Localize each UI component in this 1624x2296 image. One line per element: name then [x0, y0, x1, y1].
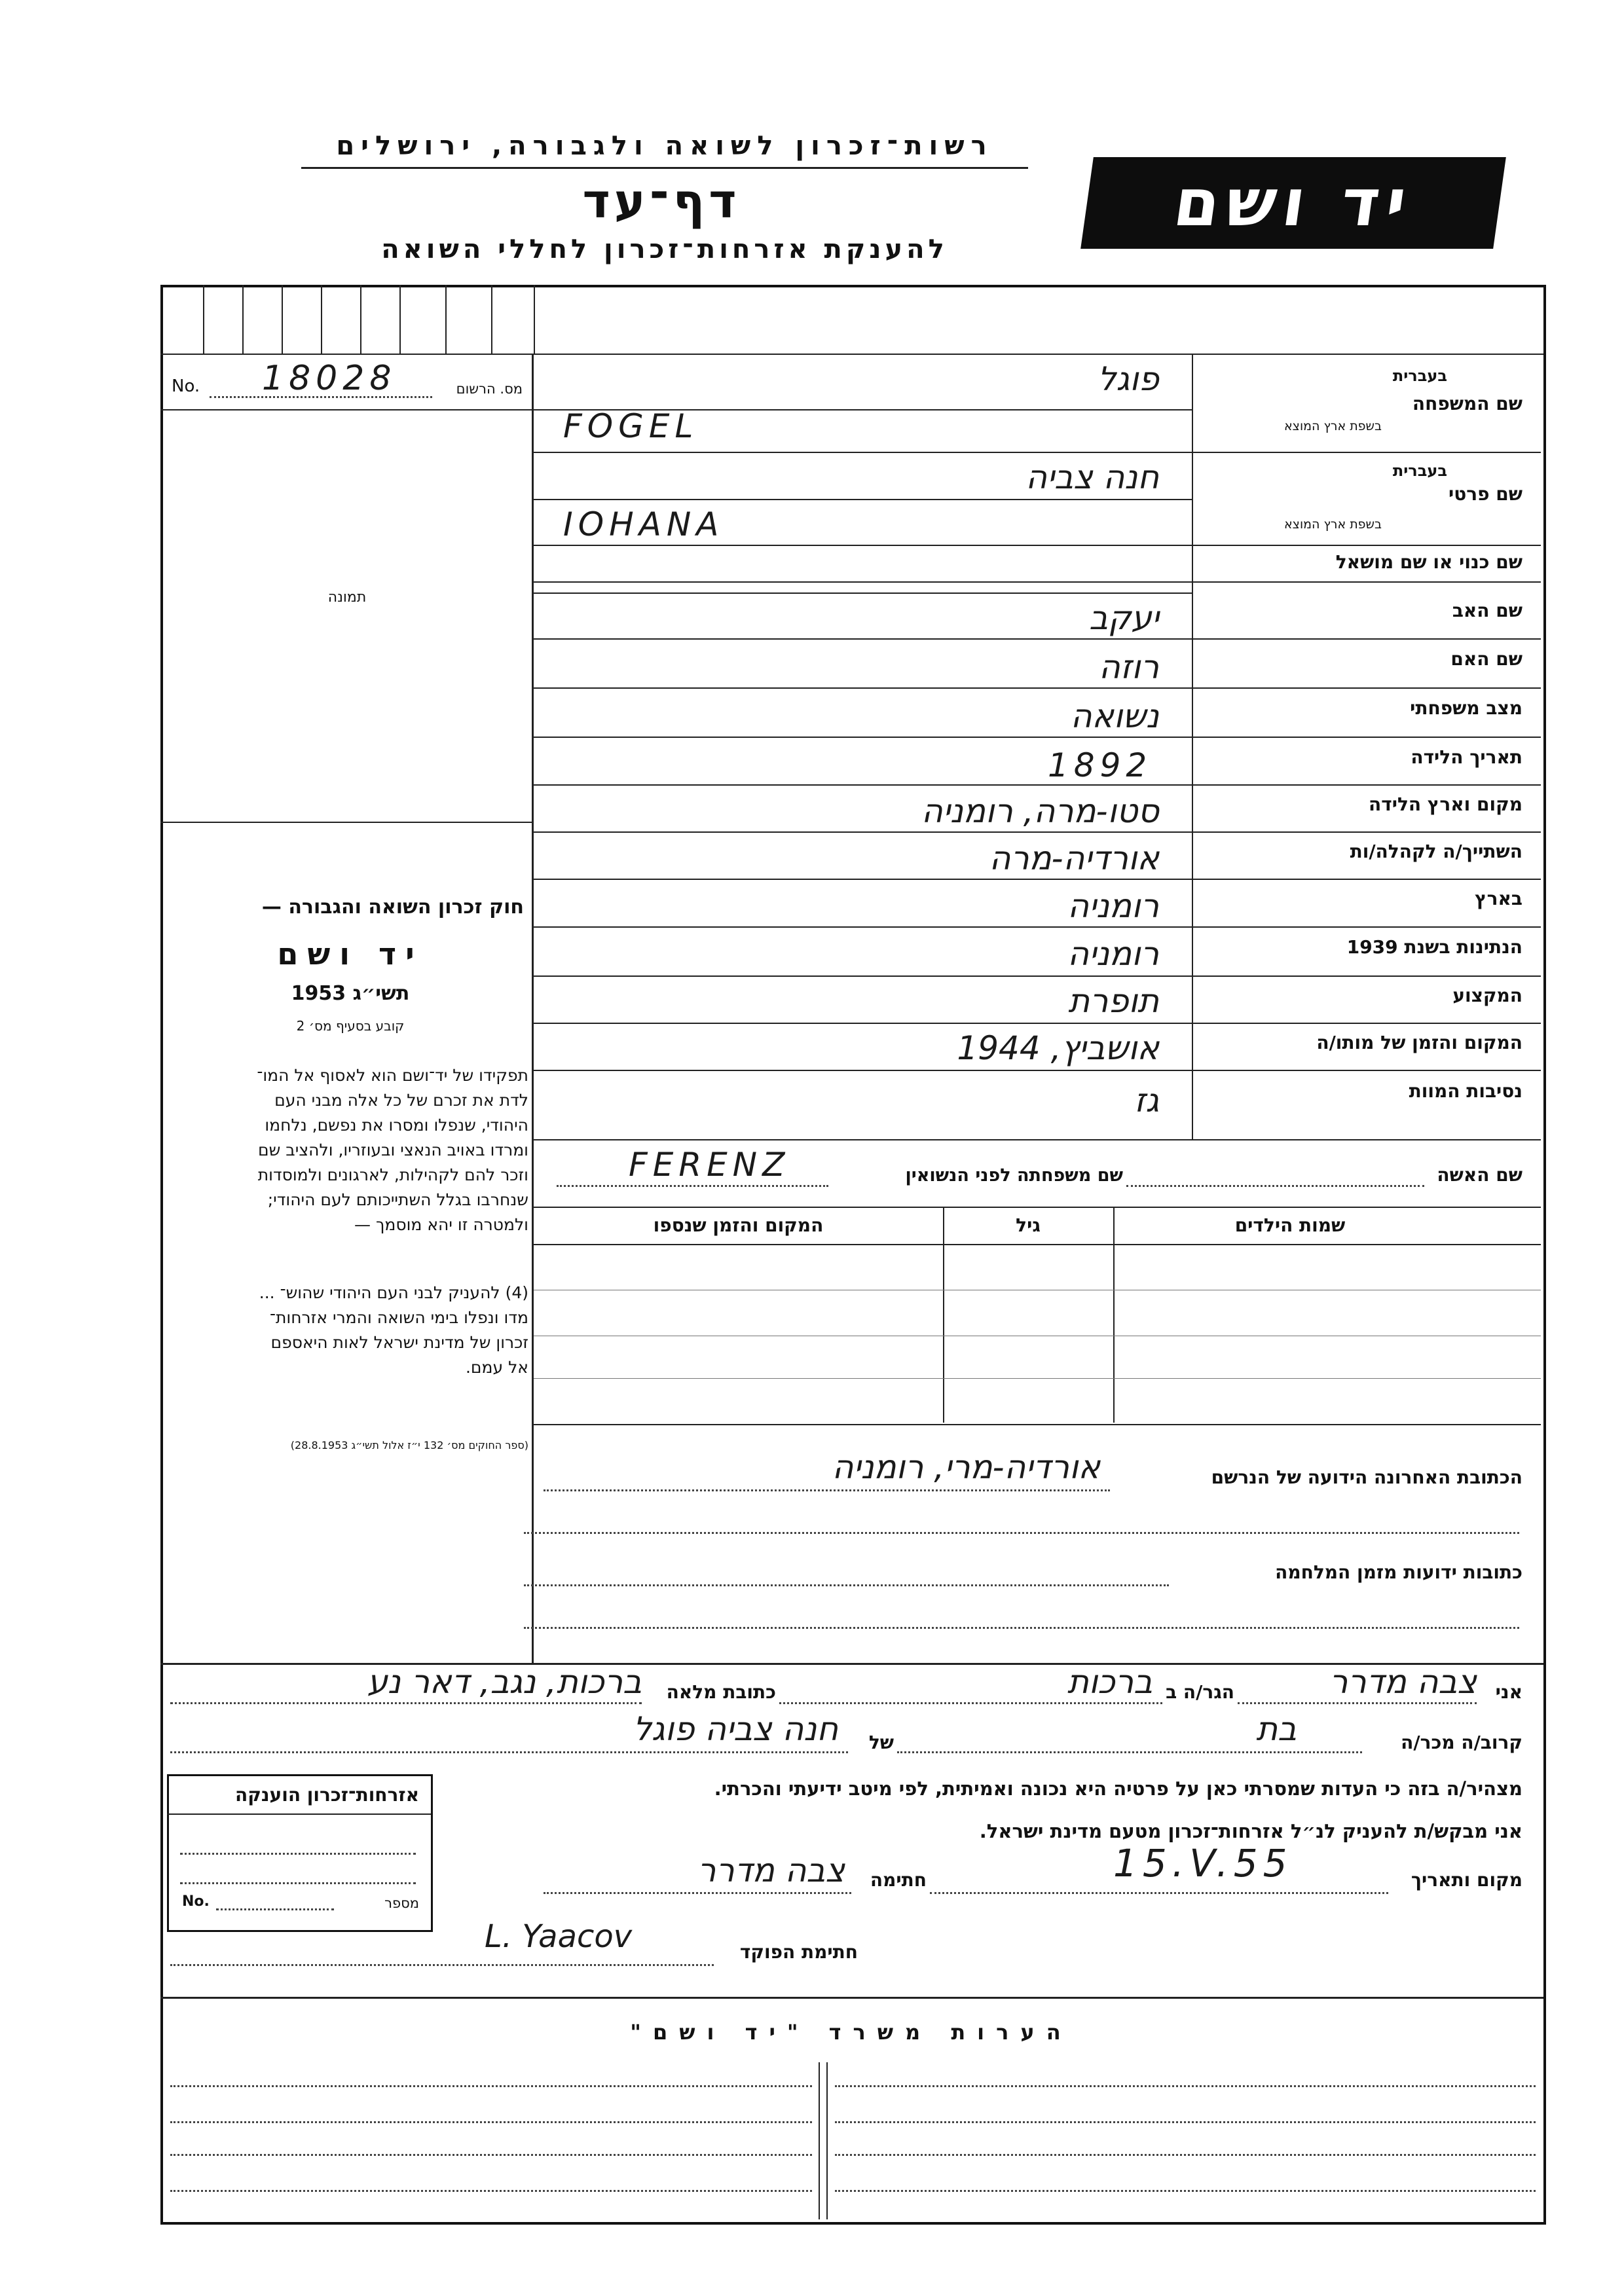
law-line: ומרדו באויב הנאצי ובעוזריו, ולהציב שם	[258, 1140, 528, 1159]
law-line: לדת את זכרם של כל אלה מבני העם	[274, 1091, 528, 1110]
citizenship-box-dots	[216, 1908, 334, 1910]
country-value: רומניה	[1067, 887, 1159, 925]
law-line: תפקידו של יד־ושם הוא לאסוף אל המו־	[257, 1066, 528, 1085]
top-strip-sep	[242, 285, 244, 354]
last-address-dots	[544, 1489, 1110, 1491]
declarant-dots	[1238, 1702, 1477, 1704]
signature-dots	[544, 1892, 851, 1894]
office-dots	[835, 2154, 1536, 2156]
office-dots	[170, 2121, 812, 2123]
main-divider	[532, 354, 534, 1663]
registration-label: מס. הרשום	[456, 381, 523, 397]
office-dots	[170, 2085, 812, 2087]
signature-label: חתימה	[870, 1869, 927, 1891]
of-label: של	[868, 1732, 894, 1753]
resides-label: הגר/ה ב	[1166, 1681, 1234, 1703]
death-cause-label: נסיבות המוות	[1409, 1080, 1522, 1102]
war-addresses-label: כתובות ידועות מזמן המלחמה	[1275, 1561, 1522, 1583]
row-line	[534, 975, 1541, 977]
origin-lang-label: בשפת ארץ המוצא	[1283, 419, 1382, 433]
declaration-i-label: אני	[1495, 1681, 1522, 1703]
top-strip-sep	[282, 285, 283, 354]
row-line	[534, 1207, 1541, 1208]
last-address-label: הכתובת האחרונה הידועה של הנרשם	[1211, 1467, 1522, 1488]
wife-label: שם האשה	[1437, 1164, 1522, 1186]
row-line	[534, 1424, 1541, 1425]
birth-date-label: תאריך הלידה	[1411, 746, 1522, 768]
row-line	[534, 638, 1541, 640]
law-footnote: (ספר החוקים מס׳ 132 י״ז אלול תשי״ג 28.8.1953)	[290, 1439, 528, 1451]
nickname-label: שם כנוי או שם מושאל	[1335, 551, 1522, 573]
row-line	[534, 879, 1541, 880]
citizenship-box-title: אזרחות־זכרון הוענקה	[235, 1784, 419, 1806]
law-line: וזכר להם לקהילות, לארגונים ולמוסדות	[257, 1165, 528, 1184]
row-line	[534, 737, 1541, 738]
address-dots	[524, 1532, 1519, 1534]
citizenship-box-dots	[180, 1882, 416, 1884]
community-value: אורדיה-מרה	[989, 839, 1159, 877]
father-label: שם האב	[1452, 600, 1522, 621]
row-line	[534, 545, 1541, 546]
office-dots	[835, 2085, 1536, 2087]
children-col-sep	[943, 1207, 944, 1423]
form-frame	[160, 285, 1546, 2225]
family-name-label: שם המשפחה	[1412, 393, 1522, 414]
registration-no-label: No.	[172, 376, 200, 396]
office-split	[826, 2062, 828, 2219]
in-hebrew-label: בעברית	[1392, 462, 1447, 480]
row-line	[534, 1244, 1541, 1245]
office-dots	[835, 2121, 1536, 2123]
top-strip-sep	[534, 285, 535, 354]
photo-bottom-line	[160, 822, 532, 823]
place-date-value: 15.V.55	[1113, 1841, 1293, 1886]
row-line	[534, 499, 1192, 500]
relation-dots	[897, 1751, 1362, 1753]
form-title: דף־עד	[582, 173, 741, 228]
age-col-header: גיל	[1016, 1214, 1041, 1236]
law-line: ולמטרה זו יהא מוסמך —	[354, 1215, 528, 1234]
father-value: יעקב	[1089, 599, 1159, 637]
citizenship-box-number-label: מספר	[384, 1895, 419, 1911]
top-strip-sep	[203, 285, 204, 354]
death-cause-value: גז	[1134, 1082, 1159, 1120]
row-line	[534, 1139, 1541, 1140]
relation-label: קרוב/ה מכר/ה	[1401, 1732, 1522, 1753]
full-address-label: כתובת מלאה	[666, 1681, 776, 1703]
first-name-hebrew: חנה צביה	[1025, 458, 1159, 496]
statement-1: מצהיר/ה בזה כי העדות שמסרתי כאן על פרטיה היא נכונה ואמיתית, לפי מיטב ידיעתי והכרתי.	[714, 1777, 1522, 1800]
declarant-name: צבה מדרר	[1329, 1663, 1477, 1701]
office-dots	[170, 2190, 812, 2192]
relation-of-value: חנה צביה פוגל	[633, 1710, 838, 1748]
maiden-name-label: שם משפחתה לפני הנשואין	[905, 1165, 1123, 1186]
law-name: יד ושם	[277, 936, 424, 972]
country-label: בארץ	[1475, 888, 1522, 909]
top-strip-sep	[360, 285, 361, 354]
officer-label: חתימת הפוקד	[739, 1941, 858, 1963]
birth-place-label: מקום וארץ הלידה	[1369, 793, 1522, 815]
law-line: שנחרבו בגלל השתייכותם לעם היהודי;	[267, 1190, 528, 1209]
maiden-dots	[557, 1185, 828, 1187]
officer-signature: L. Yaacov	[485, 1918, 633, 1955]
full-address-dots	[170, 1702, 642, 1704]
law-line: מדו ונפלו בימי השואה והמרי אזרחות־	[269, 1308, 528, 1327]
residence-value: ברכות	[1067, 1663, 1153, 1701]
office-dots	[835, 2190, 1536, 2192]
origin-lang-label: בשפת ארץ המוצא	[1283, 517, 1382, 532]
office-split	[819, 2062, 820, 2219]
family-name-origin: FOGEL	[563, 407, 699, 445]
row-line	[534, 581, 1541, 583]
profession-value: תופרת	[1068, 982, 1159, 1020]
last-address-value: אורדיה-מרי, רומניה	[832, 1448, 1100, 1486]
law-line: זכרון של מדינת ישראל לאות היאספם	[270, 1333, 528, 1352]
citizenship-box-divider	[167, 1813, 431, 1815]
row-line	[534, 452, 1541, 453]
residence-dots	[779, 1702, 1162, 1704]
row-line	[534, 926, 1541, 928]
org-line: רשות־זכרון לשואה ולגבורה, ירושלים	[336, 131, 993, 161]
wife-dots	[1126, 1185, 1424, 1187]
death-place-value: אושביץ, 1944	[957, 1029, 1159, 1067]
full-address-value: ברכות, נגב, דאר נע	[367, 1663, 642, 1701]
marital-value: נשואה	[1070, 697, 1159, 735]
relation-of-dots	[170, 1751, 848, 1753]
yad-vashem-logo	[1080, 157, 1506, 249]
statement-2: אני מבקש/ת להעניק לנ״ל אזרחות־זכרון מטעם מדינת ישראל.	[979, 1820, 1522, 1842]
row-line	[534, 1070, 1541, 1071]
first-name-origin: IOHANA	[563, 505, 724, 543]
law-title: חוק זכרון השואה והגבורה —	[261, 896, 524, 919]
row-line	[534, 592, 1192, 594]
office-dots	[170, 2154, 812, 2156]
profession-label: המקצוע	[1452, 985, 1522, 1006]
children-row-line	[534, 1378, 1541, 1379]
row-line	[534, 784, 1541, 786]
place-date-dots	[930, 1892, 1388, 1894]
birth-date-value: 1892	[1048, 746, 1153, 784]
law-line: (4) להעניק לבני העם היהודי שהוש־ ...	[259, 1283, 528, 1302]
children-col-sep	[1113, 1207, 1115, 1423]
row-line	[534, 1023, 1541, 1024]
row-line	[534, 831, 1541, 833]
registration-number: 18028	[262, 359, 397, 398]
officer-dots	[170, 1964, 714, 1966]
registration-line	[160, 409, 532, 410]
top-strip-line	[160, 354, 1543, 355]
death-place-label: המקום והזמן של מותו/ה	[1316, 1032, 1522, 1053]
address-dots	[524, 1627, 1519, 1629]
citizenship-1939-value: רומניה	[1067, 935, 1159, 973]
mother-label: שם האם	[1450, 648, 1522, 670]
family-name-hebrew: פוגל	[1098, 360, 1159, 398]
citizenship-1939-label: הנתינות בשנת 1939	[1346, 936, 1522, 958]
community-label: השתייך/ה לקהלה/ות	[1350, 841, 1522, 862]
office-remarks-title: הערות משרד "יד ושם"	[630, 2020, 1073, 2045]
top-strip-sep	[445, 285, 447, 354]
place-time-col-header: המקום והזמן שנספו	[653, 1214, 824, 1236]
citizenship-box-dots	[180, 1853, 416, 1855]
top-strip-sep	[399, 285, 401, 354]
photo-label: תמונה	[327, 589, 367, 606]
law-line: היהודי, שנפלו ומסרו את נפשם, נלחמו	[265, 1116, 528, 1135]
labels-divider	[1192, 354, 1193, 1139]
marital-label: מצב משפחתי	[1410, 697, 1522, 719]
place-date-label: מקום ותאריך	[1411, 1869, 1522, 1891]
signature-value: צבה מדרר	[697, 1851, 845, 1889]
law-line: אל עמם.	[465, 1358, 528, 1377]
address-dots	[524, 1584, 1169, 1586]
logo-text: יד ושם	[1169, 164, 1418, 241]
maiden-name-value: FERENZ	[629, 1146, 790, 1184]
law-clause: קובע בסעיף מס׳ 2	[296, 1018, 405, 1034]
children-col-header: שמות הילדים	[1234, 1214, 1346, 1236]
top-strip-sep	[321, 285, 322, 354]
first-name-label: שם פרטי	[1448, 483, 1522, 505]
form-subtitle: להענקת אזרחות־זכרון לחללי השואה	[381, 234, 948, 264]
org-underline	[301, 167, 1028, 169]
law-year: תשי״ג 1953	[291, 982, 410, 1005]
row-line	[534, 687, 1541, 689]
mother-value: רוזה	[1099, 648, 1159, 686]
relation-value: בת	[1256, 1710, 1297, 1748]
birth-place-value: סטו-מרה, רומניה	[921, 792, 1159, 830]
section-line	[160, 1997, 1543, 1999]
citizenship-box-no-label: No.	[182, 1893, 210, 1910]
in-hebrew-label: בעברית	[1392, 367, 1447, 385]
top-strip-sep	[491, 285, 492, 354]
